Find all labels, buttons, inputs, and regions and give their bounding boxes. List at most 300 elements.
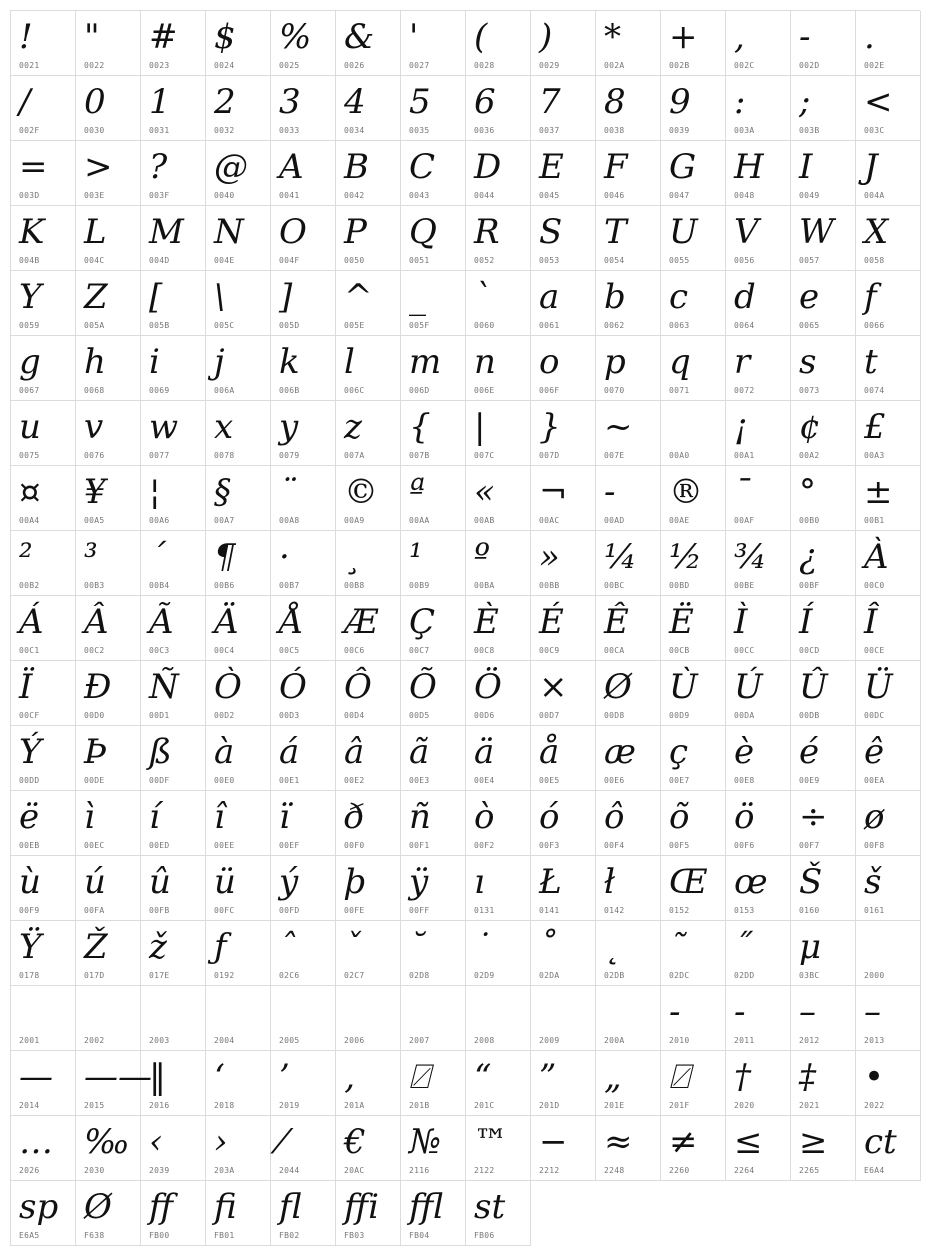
glyph-cell bbox=[206, 336, 271, 401]
glyph-codepoint: 2009 bbox=[539, 1036, 560, 1045]
glyph-cell bbox=[336, 76, 401, 141]
glyph-codepoint: 004D bbox=[149, 256, 170, 265]
glyph-codepoint: 2005 bbox=[279, 1036, 300, 1045]
glyph-sample: » bbox=[539, 537, 560, 577]
glyph-cell bbox=[141, 596, 206, 661]
glyph-sample: 7 bbox=[539, 82, 561, 122]
glyph-codepoint: 2010 bbox=[669, 1036, 690, 1045]
glyph-codepoint: 0036 bbox=[474, 126, 495, 135]
glyph-codepoint: 00C9 bbox=[539, 646, 560, 655]
glyph-cell bbox=[76, 336, 141, 401]
glyph-cell bbox=[726, 1051, 791, 1116]
glyph-codepoint: 003B bbox=[799, 126, 820, 135]
glyph-cell bbox=[11, 401, 76, 466]
glyph-sample: 0 bbox=[84, 82, 106, 122]
glyph-sample: b bbox=[604, 277, 626, 317]
glyph-codepoint: 00AD bbox=[604, 516, 625, 525]
glyph-sample: S bbox=[539, 212, 563, 252]
glyph-codepoint: 2012 bbox=[799, 1036, 820, 1045]
glyph-codepoint: 2212 bbox=[539, 1166, 560, 1175]
glyph-sample: G bbox=[669, 147, 697, 187]
glyph-sample: — bbox=[19, 1057, 53, 1097]
glyph-sample: ˝ bbox=[734, 927, 751, 967]
glyph-codepoint: 0041 bbox=[279, 191, 300, 200]
glyph-sample: Ã bbox=[149, 602, 174, 642]
glyph-codepoint: 00DC bbox=[864, 711, 885, 720]
glyph-codepoint: 0067 bbox=[19, 386, 40, 395]
glyph-sample: í bbox=[149, 797, 160, 837]
glyph-sample: ≈ bbox=[604, 1122, 633, 1162]
glyph-sample: · bbox=[279, 537, 290, 577]
glyph-sample: K bbox=[19, 212, 45, 252]
glyph-codepoint: 00A2 bbox=[799, 451, 820, 460]
glyph-cell bbox=[531, 141, 596, 206]
glyph-codepoint: 0072 bbox=[734, 386, 755, 395]
glyph-codepoint: 0142 bbox=[604, 906, 625, 915]
glyph-cell bbox=[271, 141, 336, 206]
glyph-sample: â bbox=[344, 732, 365, 772]
glyph-cell bbox=[791, 661, 856, 726]
glyph-cell bbox=[596, 726, 661, 791]
glyph-codepoint: 201E bbox=[604, 1101, 625, 1110]
glyph-sample: [ bbox=[149, 277, 163, 317]
glyph-codepoint: 2122 bbox=[474, 1166, 495, 1175]
glyph-sample: U bbox=[669, 212, 698, 252]
glyph-sample: @ bbox=[214, 147, 248, 187]
glyph-sample: ct bbox=[864, 1122, 897, 1162]
glyph-codepoint: FB02 bbox=[279, 1231, 300, 1240]
glyph-codepoint: 2026 bbox=[19, 1166, 40, 1175]
glyph-cell bbox=[76, 466, 141, 531]
glyph-cell bbox=[206, 76, 271, 141]
glyph-sample: ; bbox=[799, 82, 811, 122]
glyph-cell bbox=[141, 141, 206, 206]
glyph-cell bbox=[466, 11, 531, 76]
glyph-cell bbox=[791, 271, 856, 336]
glyph-codepoint: 004A bbox=[864, 191, 885, 200]
glyph-codepoint: 00CB bbox=[669, 646, 690, 655]
glyph-codepoint: 0023 bbox=[149, 61, 170, 70]
glyph-cell bbox=[11, 466, 76, 531]
glyph-cell bbox=[336, 336, 401, 401]
glyph-codepoint: 005D bbox=[279, 321, 300, 330]
glyph-cell bbox=[661, 76, 726, 141]
glyph-cell bbox=[401, 856, 466, 921]
glyph-sample: 1 bbox=[149, 82, 171, 122]
glyph-codepoint: 0054 bbox=[604, 256, 625, 265]
glyph-sample: Š bbox=[799, 862, 823, 902]
glyph-sample: ˙ bbox=[474, 927, 491, 967]
glyph-cell bbox=[466, 1051, 531, 1116]
glyph-sample: Ï bbox=[19, 667, 33, 707]
glyph-codepoint: 006E bbox=[474, 386, 495, 395]
glyph-cell bbox=[466, 271, 531, 336]
glyph-cell bbox=[531, 271, 596, 336]
glyph-cell bbox=[401, 1051, 466, 1116]
glyph-codepoint: 0192 bbox=[214, 971, 235, 980]
glyph-cell bbox=[791, 1051, 856, 1116]
glyph-codepoint: 00E5 bbox=[539, 776, 560, 785]
glyph-cell bbox=[76, 596, 141, 661]
glyph-cell bbox=[336, 1116, 401, 1181]
glyph-sample: Ø bbox=[84, 1187, 112, 1227]
glyph-codepoint: 0025 bbox=[279, 61, 300, 70]
glyph-codepoint: 2001 bbox=[19, 1036, 40, 1045]
glyph-sample: à bbox=[214, 732, 235, 772]
glyph-cell bbox=[791, 1116, 856, 1181]
glyph-cell bbox=[661, 11, 726, 76]
glyph-sample: ï bbox=[279, 797, 290, 837]
glyph-sample: ¸ bbox=[344, 537, 361, 577]
glyph-cell bbox=[401, 271, 466, 336]
glyph-sample: F bbox=[604, 147, 628, 187]
glyph-sample: ‐ bbox=[669, 992, 681, 1032]
glyph-sample: | bbox=[474, 407, 486, 447]
glyph-cell bbox=[726, 986, 791, 1051]
glyph-sample: " bbox=[84, 17, 100, 57]
glyph-cell bbox=[856, 401, 921, 466]
glyph-codepoint: 201F bbox=[669, 1101, 690, 1110]
glyph-codepoint: 0059 bbox=[19, 321, 40, 330]
glyph-codepoint: 00B7 bbox=[279, 581, 300, 590]
glyph-cell bbox=[11, 596, 76, 661]
glyph-cell bbox=[791, 531, 856, 596]
glyph-codepoint: 006A bbox=[214, 386, 235, 395]
glyph-sample: ˚ bbox=[539, 927, 556, 967]
glyph-cell bbox=[11, 336, 76, 401]
glyph-codepoint: 0064 bbox=[734, 321, 755, 330]
glyph-codepoint: 007B bbox=[409, 451, 430, 460]
glyph-sample: ” bbox=[539, 1057, 557, 1097]
glyph-cell bbox=[466, 791, 531, 856]
glyph-sample: Ł bbox=[539, 862, 562, 902]
glyph-sample: E bbox=[539, 147, 564, 187]
glyph-codepoint: 00AF bbox=[734, 516, 755, 525]
glyph-sample: … bbox=[19, 1122, 53, 1162]
glyph-cell bbox=[791, 921, 856, 986]
glyph-codepoint: FB04 bbox=[409, 1231, 430, 1240]
glyph-sample: ½ bbox=[669, 537, 702, 577]
glyph-cell bbox=[141, 336, 206, 401]
glyph-sample: ¢ bbox=[799, 407, 821, 447]
glyph-codepoint: 0040 bbox=[214, 191, 235, 200]
glyph-cell bbox=[206, 11, 271, 76]
glyph-sample: £ bbox=[864, 407, 886, 447]
glyph-codepoint: 00A0 bbox=[669, 451, 690, 460]
glyph-cell bbox=[726, 76, 791, 141]
glyph-cell bbox=[466, 401, 531, 466]
glyph-cell bbox=[466, 466, 531, 531]
glyph-cell bbox=[401, 1116, 466, 1181]
glyph-sample: Ç bbox=[409, 602, 436, 642]
glyph-cell bbox=[336, 1051, 401, 1116]
glyph-codepoint: F638 bbox=[84, 1231, 105, 1240]
glyph-codepoint: 2015 bbox=[84, 1101, 105, 1110]
glyph-cell bbox=[11, 726, 76, 791]
glyph-codepoint: 00D6 bbox=[474, 711, 495, 720]
glyph-sample: Ø bbox=[604, 667, 632, 707]
glyph-codepoint: 0061 bbox=[539, 321, 560, 330]
glyph-codepoint: 0053 bbox=[539, 256, 560, 265]
glyph-codepoint: 00C3 bbox=[149, 646, 170, 655]
glyph-cell bbox=[531, 986, 596, 1051]
glyph-cell bbox=[726, 921, 791, 986]
glyph-sample: ¡ bbox=[734, 407, 748, 447]
glyph-cell bbox=[271, 1181, 336, 1246]
glyph-cell bbox=[206, 1051, 271, 1116]
glyph-sample: ~ bbox=[604, 407, 633, 447]
glyph-codepoint: 0039 bbox=[669, 126, 690, 135]
glyph-sample: Â bbox=[84, 602, 109, 642]
glyph-codepoint: 00BD bbox=[669, 581, 690, 590]
glyph-codepoint: 203A bbox=[214, 1166, 235, 1175]
glyph-cell bbox=[531, 11, 596, 76]
glyph-codepoint: 00E3 bbox=[409, 776, 430, 785]
glyph-codepoint: 2014 bbox=[19, 1101, 40, 1110]
glyph-codepoint: 201D bbox=[539, 1101, 560, 1110]
glyph-codepoint: 00A1 bbox=[734, 451, 755, 460]
glyph-sample: ¨ bbox=[279, 472, 296, 512]
glyph-codepoint: 00FA bbox=[84, 906, 105, 915]
glyph-cell bbox=[141, 986, 206, 1051]
glyph-codepoint: 2039 bbox=[149, 1166, 170, 1175]
glyph-cell bbox=[856, 661, 921, 726]
glyph-codepoint: 0057 bbox=[799, 256, 820, 265]
glyph-codepoint: 007E bbox=[604, 451, 625, 460]
glyph-codepoint: 0161 bbox=[864, 906, 885, 915]
glyph-codepoint: 0029 bbox=[539, 61, 560, 70]
glyph-codepoint: 0077 bbox=[149, 451, 170, 460]
glyph-codepoint: 00B3 bbox=[84, 581, 105, 590]
glyph-codepoint: 2011 bbox=[734, 1036, 755, 1045]
glyph-sample: ê bbox=[864, 732, 885, 772]
glyph-codepoint: 2003 bbox=[149, 1036, 170, 1045]
glyph-sample: f bbox=[864, 277, 877, 317]
glyph-cell bbox=[11, 531, 76, 596]
glyph-sample: ⁄ bbox=[279, 1122, 285, 1162]
glyph-codepoint: 002C bbox=[734, 61, 755, 70]
glyph-codepoint: 0068 bbox=[84, 386, 105, 395]
glyph-sample: μ bbox=[799, 927, 822, 967]
glyph-codepoint: 00E2 bbox=[344, 776, 365, 785]
glyph-codepoint: 00AE bbox=[669, 516, 690, 525]
glyph-sample: ì bbox=[84, 797, 95, 837]
glyph-codepoint: 004B bbox=[19, 256, 40, 265]
glyph-codepoint: 0021 bbox=[19, 61, 40, 70]
glyph-codepoint: 00C1 bbox=[19, 646, 40, 655]
glyph-sample: ö bbox=[734, 797, 755, 837]
glyph-codepoint: 00BC bbox=[604, 581, 625, 590]
glyph-codepoint: 00EC bbox=[84, 841, 105, 850]
glyph-cell bbox=[856, 921, 921, 986]
glyph-sample: ’ bbox=[279, 1057, 290, 1097]
glyph-sample: Þ bbox=[84, 732, 107, 772]
glyph-codepoint: 00A6 bbox=[149, 516, 170, 525]
glyph-codepoint: 00FB bbox=[149, 906, 170, 915]
glyph-cell bbox=[466, 1181, 531, 1246]
glyph-sample: ˆ bbox=[279, 927, 296, 967]
glyph-codepoint: 2013 bbox=[864, 1036, 885, 1045]
glyph-cell bbox=[11, 921, 76, 986]
glyph-sample: ž bbox=[149, 927, 167, 967]
glyph-sample: & bbox=[344, 17, 375, 57]
glyph-cell bbox=[661, 726, 726, 791]
glyph-cell bbox=[141, 661, 206, 726]
glyph-sample: : bbox=[734, 82, 746, 122]
glyph-cell bbox=[271, 466, 336, 531]
glyph-cell bbox=[531, 661, 596, 726]
glyph-codepoint: 00E9 bbox=[799, 776, 820, 785]
glyph-sample: ¹ bbox=[409, 537, 423, 577]
glyph-codepoint: 00F2 bbox=[474, 841, 495, 850]
glyph-cell bbox=[791, 336, 856, 401]
glyph-codepoint: E6A4 bbox=[864, 1166, 885, 1175]
glyph-cell bbox=[271, 856, 336, 921]
glyph-cell bbox=[11, 856, 76, 921]
glyph-codepoint: 2264 bbox=[734, 1166, 755, 1175]
glyph-codepoint: 0045 bbox=[539, 191, 560, 200]
glyph-cell bbox=[661, 1116, 726, 1181]
glyph-sample: ≤ bbox=[734, 1122, 763, 1162]
glyph-cell bbox=[76, 921, 141, 986]
glyph-codepoint: 03BC bbox=[799, 971, 820, 980]
glyph-sample: ^ bbox=[344, 277, 373, 317]
glyph-codepoint: 00B9 bbox=[409, 581, 430, 590]
glyph-cell bbox=[336, 1181, 401, 1246]
glyph-sample: Z bbox=[84, 277, 108, 317]
glyph-cell bbox=[76, 271, 141, 336]
glyph-codepoint: 00CE bbox=[864, 646, 885, 655]
glyph-sample: Ä bbox=[214, 602, 239, 642]
glyph-sample: n bbox=[474, 342, 496, 382]
glyph-sample: È bbox=[474, 602, 499, 642]
glyph-cell bbox=[726, 336, 791, 401]
glyph-cell bbox=[401, 206, 466, 271]
glyph-sample: Å bbox=[279, 602, 304, 642]
glyph-cell bbox=[271, 1116, 336, 1181]
glyph-sample: # bbox=[149, 17, 178, 57]
glyph-codepoint: 004E bbox=[214, 256, 235, 265]
glyph-codepoint: 00DF bbox=[149, 776, 170, 785]
glyph-codepoint: 0049 bbox=[799, 191, 820, 200]
glyph-sample: ⍁ bbox=[669, 1057, 690, 1097]
glyph-codepoint: 0131 bbox=[474, 906, 495, 915]
glyph-cell bbox=[726, 531, 791, 596]
glyph-sample: I bbox=[799, 147, 813, 187]
glyph-sample: Õ bbox=[409, 667, 437, 707]
glyph-cell bbox=[856, 596, 921, 661]
glyph-sample: « bbox=[474, 472, 495, 512]
glyph-codepoint: 2002 bbox=[84, 1036, 105, 1045]
glyph-codepoint: 002E bbox=[864, 61, 885, 70]
glyph-cell bbox=[596, 791, 661, 856]
glyph-sample: è bbox=[734, 732, 755, 772]
glyph-codepoint: 0042 bbox=[344, 191, 365, 200]
glyph-codepoint: 00F1 bbox=[409, 841, 430, 850]
glyph-codepoint: 2007 bbox=[409, 1036, 430, 1045]
glyph-cell bbox=[271, 11, 336, 76]
glyph-codepoint: 00ED bbox=[149, 841, 170, 850]
glyph-sample: X bbox=[864, 212, 889, 252]
glyph-cell bbox=[206, 596, 271, 661]
glyph-codepoint: 2019 bbox=[279, 1101, 300, 1110]
glyph-sample: ÿ bbox=[409, 862, 429, 902]
glyph-sample: ˜ bbox=[669, 927, 686, 967]
glyph-sample: é bbox=[799, 732, 820, 772]
glyph-sample: ł bbox=[604, 862, 616, 902]
glyph-sample: “ bbox=[474, 1057, 492, 1097]
glyph-cell bbox=[336, 856, 401, 921]
glyph-codepoint: 004C bbox=[84, 256, 105, 265]
glyph-codepoint: 006C bbox=[344, 386, 365, 395]
glyph-sample: © bbox=[344, 472, 378, 512]
glyph-cell bbox=[661, 921, 726, 986]
glyph-sample: 3 bbox=[279, 82, 301, 122]
glyph-cell bbox=[11, 76, 76, 141]
glyph-sample: þ bbox=[344, 862, 366, 902]
glyph-sample: ý bbox=[279, 862, 299, 902]
glyph-codepoint: 00DB bbox=[799, 711, 820, 720]
glyph-cell bbox=[271, 726, 336, 791]
glyph-cell bbox=[401, 401, 466, 466]
glyph-codepoint: 201A bbox=[344, 1101, 365, 1110]
glyph-sample: ) bbox=[539, 17, 553, 57]
glyph-sample: – bbox=[799, 992, 816, 1032]
glyph-codepoint: 00EE bbox=[214, 841, 235, 850]
glyph-codepoint: 00EB bbox=[19, 841, 40, 850]
glyph-cell bbox=[141, 206, 206, 271]
glyph-sample: ™ bbox=[474, 1122, 508, 1162]
glyph-codepoint: 00AB bbox=[474, 516, 495, 525]
glyph-cell bbox=[141, 466, 206, 531]
glyph-sample: B bbox=[344, 147, 369, 187]
glyph-codepoint: 00CF bbox=[19, 711, 40, 720]
glyph-sample: É bbox=[539, 602, 564, 642]
glyph-cell bbox=[76, 791, 141, 856]
glyph-codepoint: 0033 bbox=[279, 126, 300, 135]
glyph-codepoint: 007A bbox=[344, 451, 365, 460]
glyph-cell bbox=[206, 791, 271, 856]
glyph-cell bbox=[596, 11, 661, 76]
glyph-sample: Î bbox=[864, 602, 878, 642]
glyph-codepoint: 00BA bbox=[474, 581, 495, 590]
glyph-codepoint: 005B bbox=[149, 321, 170, 330]
glyph-sample: ü bbox=[214, 862, 236, 902]
glyph-sample: û bbox=[149, 862, 171, 902]
glyph-sample: ⍁ bbox=[409, 1057, 430, 1097]
glyph-codepoint: 0066 bbox=[864, 321, 885, 330]
glyph-sample: ÷ bbox=[799, 797, 828, 837]
glyph-sample: Q bbox=[409, 212, 437, 252]
glyph-sample: ' bbox=[409, 17, 419, 57]
glyph-codepoint: 002F bbox=[19, 126, 40, 135]
glyph-codepoint: 00B0 bbox=[799, 516, 820, 525]
glyph-codepoint: 006B bbox=[279, 386, 300, 395]
glyph-codepoint: 20AC bbox=[344, 1166, 365, 1175]
glyph-sample: ( bbox=[474, 17, 488, 57]
glyph-sample: Í bbox=[799, 602, 813, 642]
glyph-codepoint: 02D8 bbox=[409, 971, 430, 980]
glyph-cell bbox=[596, 661, 661, 726]
glyph-cell bbox=[726, 401, 791, 466]
glyph-codepoint: 0031 bbox=[149, 126, 170, 135]
glyph-codepoint: 02DB bbox=[604, 971, 625, 980]
glyph-cell bbox=[336, 466, 401, 531]
glyph-cell bbox=[336, 401, 401, 466]
glyph-sample: % bbox=[279, 17, 312, 57]
glyph-cell bbox=[856, 986, 921, 1051]
glyph-sample: Ó bbox=[279, 667, 307, 707]
